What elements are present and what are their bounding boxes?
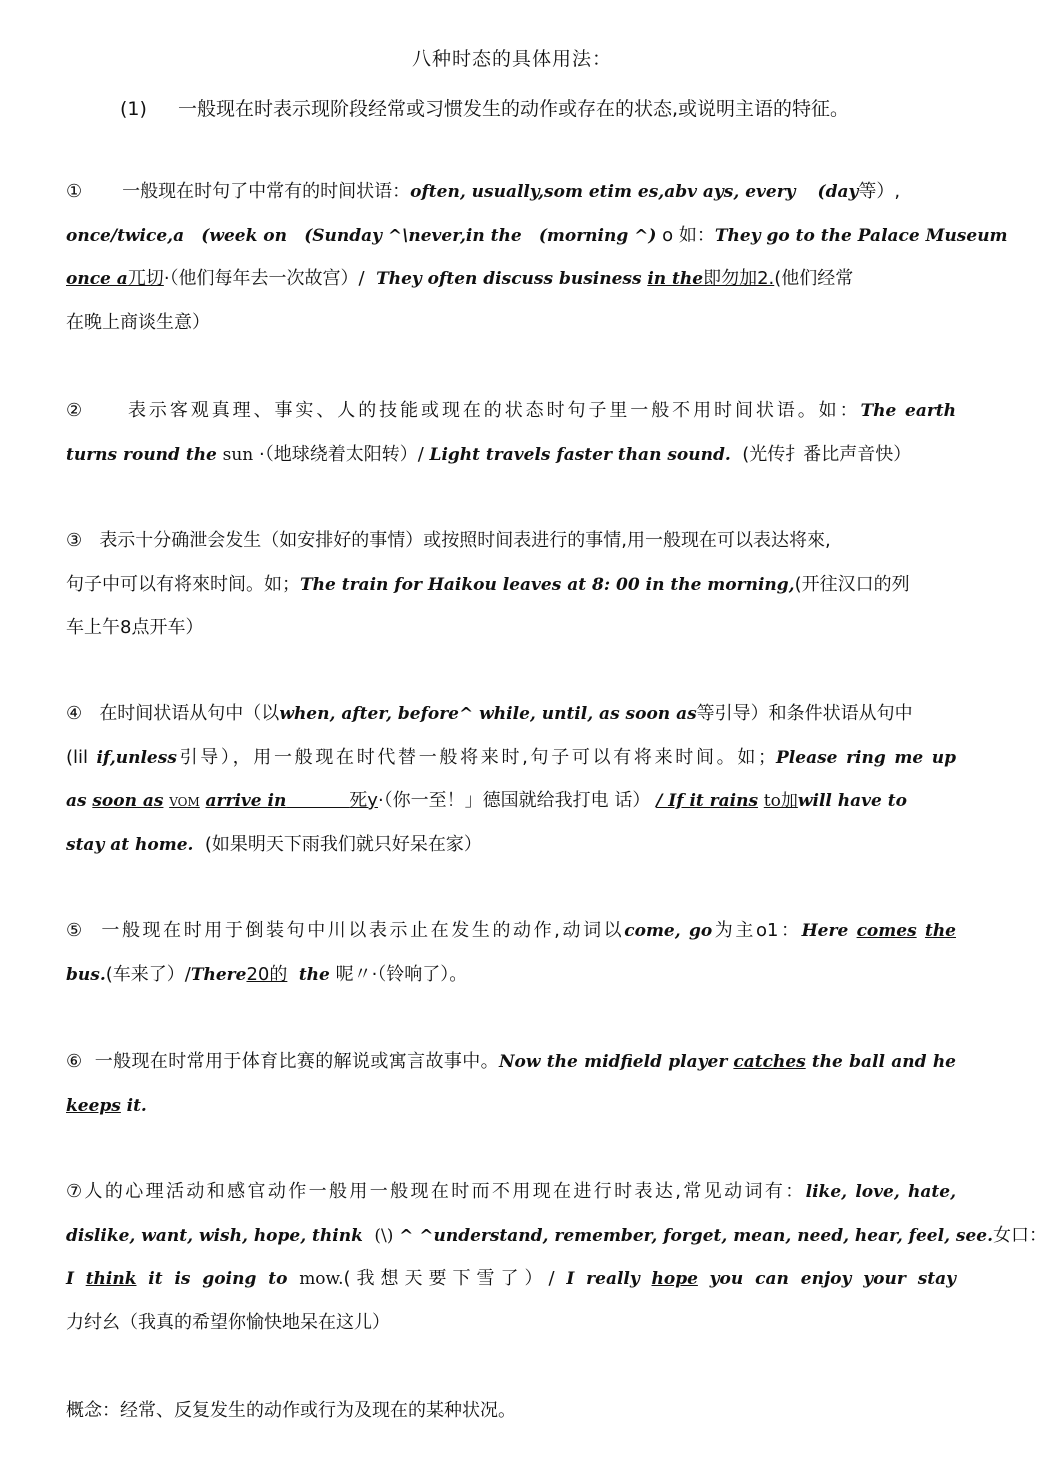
english-text: think <box>85 1269 137 1289</box>
text-span: (车来了）/ <box>105 963 191 985</box>
english-text: the <box>924 921 956 941</box>
paragraph-marker: ⑤ <box>66 920 85 941</box>
paragraph-line <box>66 433 956 477</box>
text-span: 表示十分确泄会发生（如安排好的事情）或按照时间表进行的事情,用一般现在可以表达将來, <box>99 530 831 551</box>
text-span: 女口： <box>993 1224 1047 1246</box>
english-text: Here <box>801 921 849 941</box>
paragraph-3 <box>66 519 956 650</box>
english-text: like, love, hate, <box>805 1182 957 1202</box>
english-text: will have to <box>797 791 907 811</box>
english-text: soon as <box>92 791 164 811</box>
paragraph-line <box>66 953 956 997</box>
text-span: 表示客观真理、事实、人的技能或现在的状态时句子里一般不用时间状语。如： <box>125 400 861 421</box>
english-text: I <box>66 1269 74 1289</box>
english-text: bus. <box>66 964 106 985</box>
text-span: 一般现在时用于倒装句中川以表示止在发生的动作,动词以 <box>101 920 625 941</box>
english-text: turns round the <box>66 444 217 465</box>
english-text: There <box>190 964 247 985</box>
english-text: the <box>298 964 330 985</box>
paragraph-line <box>66 1170 956 1214</box>
english-text: mow. <box>299 1269 344 1289</box>
english-text: They go to the Palace Museum <box>714 225 1008 246</box>
english-text: once a <box>66 269 128 289</box>
paragraph-line <box>66 823 956 867</box>
english-text: to加 <box>763 791 798 811</box>
english-text: (\) <box>374 1225 394 1246</box>
english-text: (Sunday ^\never,in the <box>304 225 522 246</box>
english-text: (week on <box>201 225 288 246</box>
english-text: / If it rains <box>656 791 759 811</box>
english-text: if,unless <box>96 747 177 768</box>
text-span: (lil <box>66 746 89 768</box>
english-text: catches <box>733 1052 806 1072</box>
paragraph-line <box>66 692 956 736</box>
paragraph-line <box>66 1214 1047 1258</box>
english-text: (day <box>817 182 859 202</box>
paragraph-5 <box>66 909 956 996</box>
english-text: arrive in <box>205 791 287 811</box>
paragraph-line <box>66 909 956 953</box>
paragraph-line <box>66 170 956 214</box>
paragraph-line <box>66 779 956 823</box>
paragraph-6 <box>66 1040 956 1127</box>
text-span: 呢〃·（铃响了）。 <box>335 963 468 985</box>
english-text: go <box>688 921 713 941</box>
english-text: (morning ^) <box>538 225 657 246</box>
english-text: I really <box>566 1269 640 1289</box>
paragraph-marker: ① <box>66 181 83 202</box>
english-text: when, after, before^ while, until, as soon as <box>279 704 697 724</box>
english-text: it is going to <box>148 1269 288 1289</box>
text-span: 为主o1： <box>712 920 802 941</box>
text-span: 在时间状语从句中（以 <box>99 703 280 724</box>
concept-line: 概念：经常、反复发生的动作或行为及现在的某种状况。 <box>66 1400 516 1421</box>
paragraph-marker: ⑥ <box>66 1051 83 1072</box>
english-text: come, <box>624 921 681 941</box>
section-number: (1) <box>120 98 147 120</box>
paragraph-marker: ⑦ <box>66 1181 85 1202</box>
english-text: keeps <box>66 1095 121 1116</box>
english-text: as <box>66 791 87 811</box>
text-span: 车上午8点开车） <box>66 617 204 638</box>
text-span: 即勿加2. <box>703 268 775 289</box>
paragraph-1 <box>66 170 1008 344</box>
english-text: dislike, want, wish, hope, think <box>66 1225 363 1246</box>
paragraph-7 <box>66 1170 1047 1344</box>
paragraph-line <box>66 519 956 563</box>
english-text: it. <box>126 1095 147 1116</box>
english-text: comes <box>856 921 917 941</box>
text-span: 等）, <box>858 181 901 202</box>
english-text: earth <box>905 401 956 421</box>
paragraph-4 <box>66 692 956 866</box>
paragraph-line <box>66 214 1008 258</box>
text-span: 等引导）和条件状语从句中 <box>696 703 913 724</box>
text-span: o 如： <box>656 224 715 246</box>
text-span: 一般现在时常用于体育比赛的解说或寓言故事中。 <box>94 1051 499 1072</box>
paragraph-line <box>66 1084 956 1128</box>
text-span: (如果明天下雨我们就只好呆在家） <box>204 833 482 855</box>
english-text: Light travels faster than sound. <box>429 444 731 465</box>
english-text: The <box>860 401 897 421</box>
english-text: Please ring me up <box>776 747 956 768</box>
english-text: stay at home. <box>66 834 194 855</box>
english-text: sun <box>222 444 254 465</box>
english-text: in the <box>647 269 704 289</box>
text-span: 一般现在时句了中常有的时间状语： <box>122 181 411 202</box>
paragraph-marker: ② <box>66 400 86 421</box>
text-span: 人的心理活动和感官动作一般用一般现在时而不用现在进行时表达,常见动词有： <box>84 1181 806 1202</box>
text-span: (开往汉口的列 <box>794 573 910 595</box>
english-text: VOM <box>169 795 200 809</box>
paragraph-line <box>66 736 956 780</box>
english-text: The train for Haikou leaves at 8: 00 in the morning, <box>300 574 795 595</box>
paragraph-marker: ③ <box>66 530 83 551</box>
paragraph-line <box>66 257 956 301</box>
text-span: 引导），用一般现在时代替一般将来时,句子可以有将来时间。如； <box>176 746 777 768</box>
text-span: (他们经常 <box>774 268 854 289</box>
paragraph-line <box>66 1040 956 1084</box>
english-text: hope <box>651 1269 698 1289</box>
paragraph-2 <box>66 389 956 476</box>
text-span: 死y <box>349 790 378 811</box>
text-span: 力纣幺（我真的希望你愉快地呆在这儿） <box>66 1311 390 1333</box>
text-span: 句子中可以有将來时间。如； <box>66 573 300 595</box>
text-span: (我想天要下雪了）/ <box>343 1268 555 1289</box>
english-text: you can enjoy your stay <box>709 1269 957 1289</box>
text-span: (光传扌番比声音快） <box>742 443 912 465</box>
text-span: ·（你一至！」德国就给我打电 话） <box>377 790 651 811</box>
paragraph-line <box>66 389 956 433</box>
english-text: the ball and he <box>811 1052 956 1072</box>
paragraph-marker: ④ <box>66 703 83 724</box>
english-text: once/twice,a <box>66 225 185 246</box>
text-span: ·（他们每年去一次故宫）/ <box>163 268 365 289</box>
text-span: 兀切 <box>127 268 164 289</box>
paragraph-line <box>66 1257 956 1301</box>
english-text: ^ ^understand, remember, forget, mean, need, hear, feel, see. <box>399 1225 994 1246</box>
paragraph-line <box>66 563 956 607</box>
page-title: 八种时态的具体用法： <box>411 48 612 70</box>
english-text: Now the midfield player <box>498 1052 728 1072</box>
paragraph-line <box>66 301 956 345</box>
section-heading-text: 一般现在时表示现阶段经常或习惯发生的动作或存在的状态,或说明主语的特征。 <box>178 98 850 120</box>
paragraph-line <box>66 606 956 650</box>
english-text: often, usually,som etim es,abv ays, every <box>410 182 796 202</box>
paragraph-line <box>66 1301 956 1345</box>
text-span: ·（地球绕着太阳转）/ <box>258 443 424 465</box>
text-span: 20的 <box>246 963 288 985</box>
text-span: 在晚上商谈生意） <box>66 311 210 333</box>
section-heading <box>120 94 849 121</box>
english-text: They often discuss business <box>376 269 642 289</box>
